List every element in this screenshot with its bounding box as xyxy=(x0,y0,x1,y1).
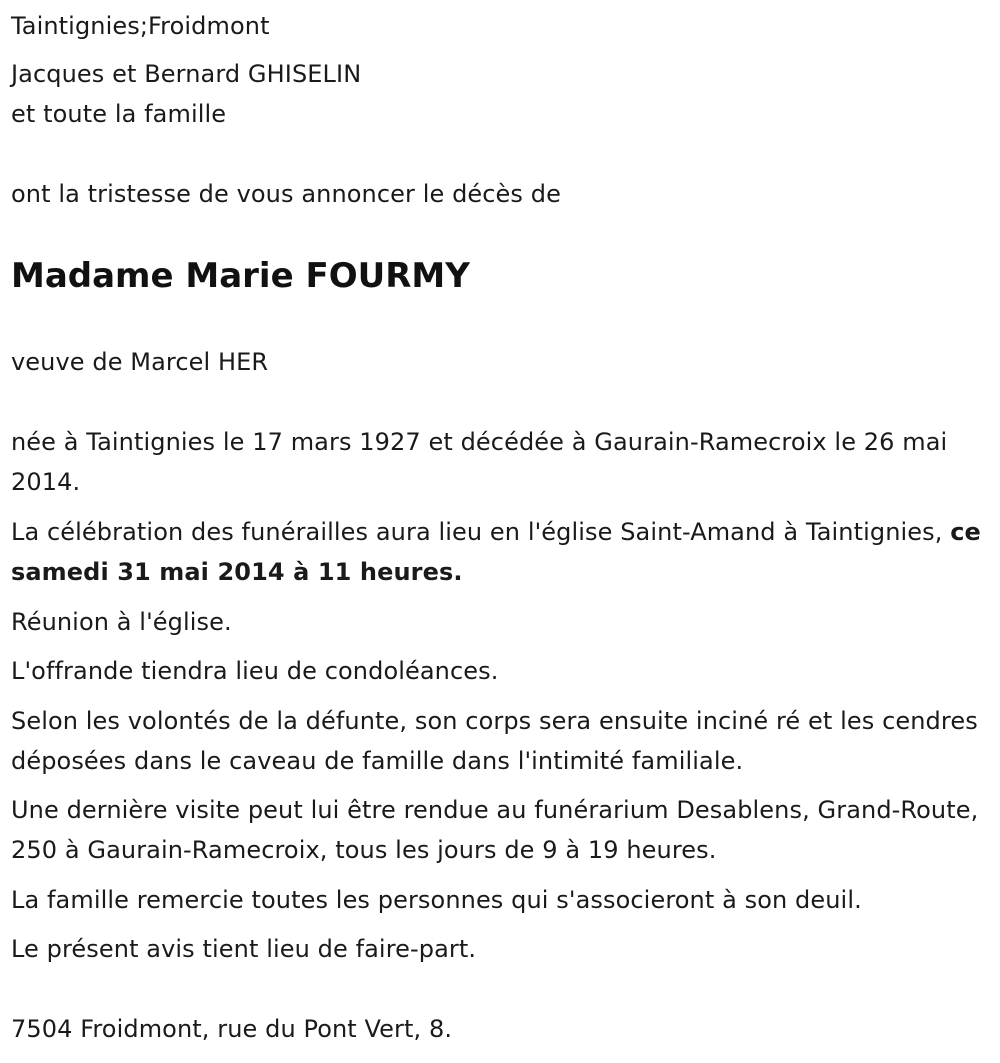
wishes-paragraph: Selon les volontés de la défunte, son corps sera ensuite inciné ré et les cendres déposées dans le caveau de famille dans l'intimité familiale. xyxy=(11,707,978,775)
thanks-line: La famille remercie toutes les personnes qui s'associeront à son deuil. xyxy=(11,886,862,914)
deceased-name: Madame Marie FOURMY xyxy=(11,256,470,296)
widow-of-line: veuve de Marcel HER xyxy=(11,348,269,376)
locations-line: Taintignies;Froidmont xyxy=(11,12,270,40)
family-line: et toute la famille xyxy=(11,100,227,128)
funeral-paragraph xyxy=(11,512,986,592)
offering-line: L'offrande tiendra lieu de condoléances. xyxy=(11,657,499,685)
address-line: 7504 Froidmont, rue du Pont Vert, 8. xyxy=(11,1015,453,1043)
notice-line: Le présent avis tient lieu de faire-part. xyxy=(11,935,477,963)
family-names-line: Jacques et Bernard GHISELIN xyxy=(11,60,362,88)
announcement-text: ont la tristesse de vous annoncer le décès de xyxy=(11,180,561,208)
birth-death-paragraph: née à Taintignies le 17 mars 1927 et décédée à Gaurain-Ramecroix le 26 mai 2014. xyxy=(11,428,948,496)
funeral-intro: La célébration des funérailles aura lieu en l'église Saint-Amand à Taintignies, xyxy=(11,518,951,546)
visit-paragraph: Une dernière visite peut lui être rendue au funérarium Desablens, Grand-Route, 250 à Gaurain-Ramecroix, tous les jours de 9 à 19 heures. xyxy=(11,796,979,864)
funeral-date-time: ce samedi 31 mai 2014 à 11 heures. xyxy=(11,518,981,586)
meeting-line: Réunion à l'église. xyxy=(11,608,232,636)
